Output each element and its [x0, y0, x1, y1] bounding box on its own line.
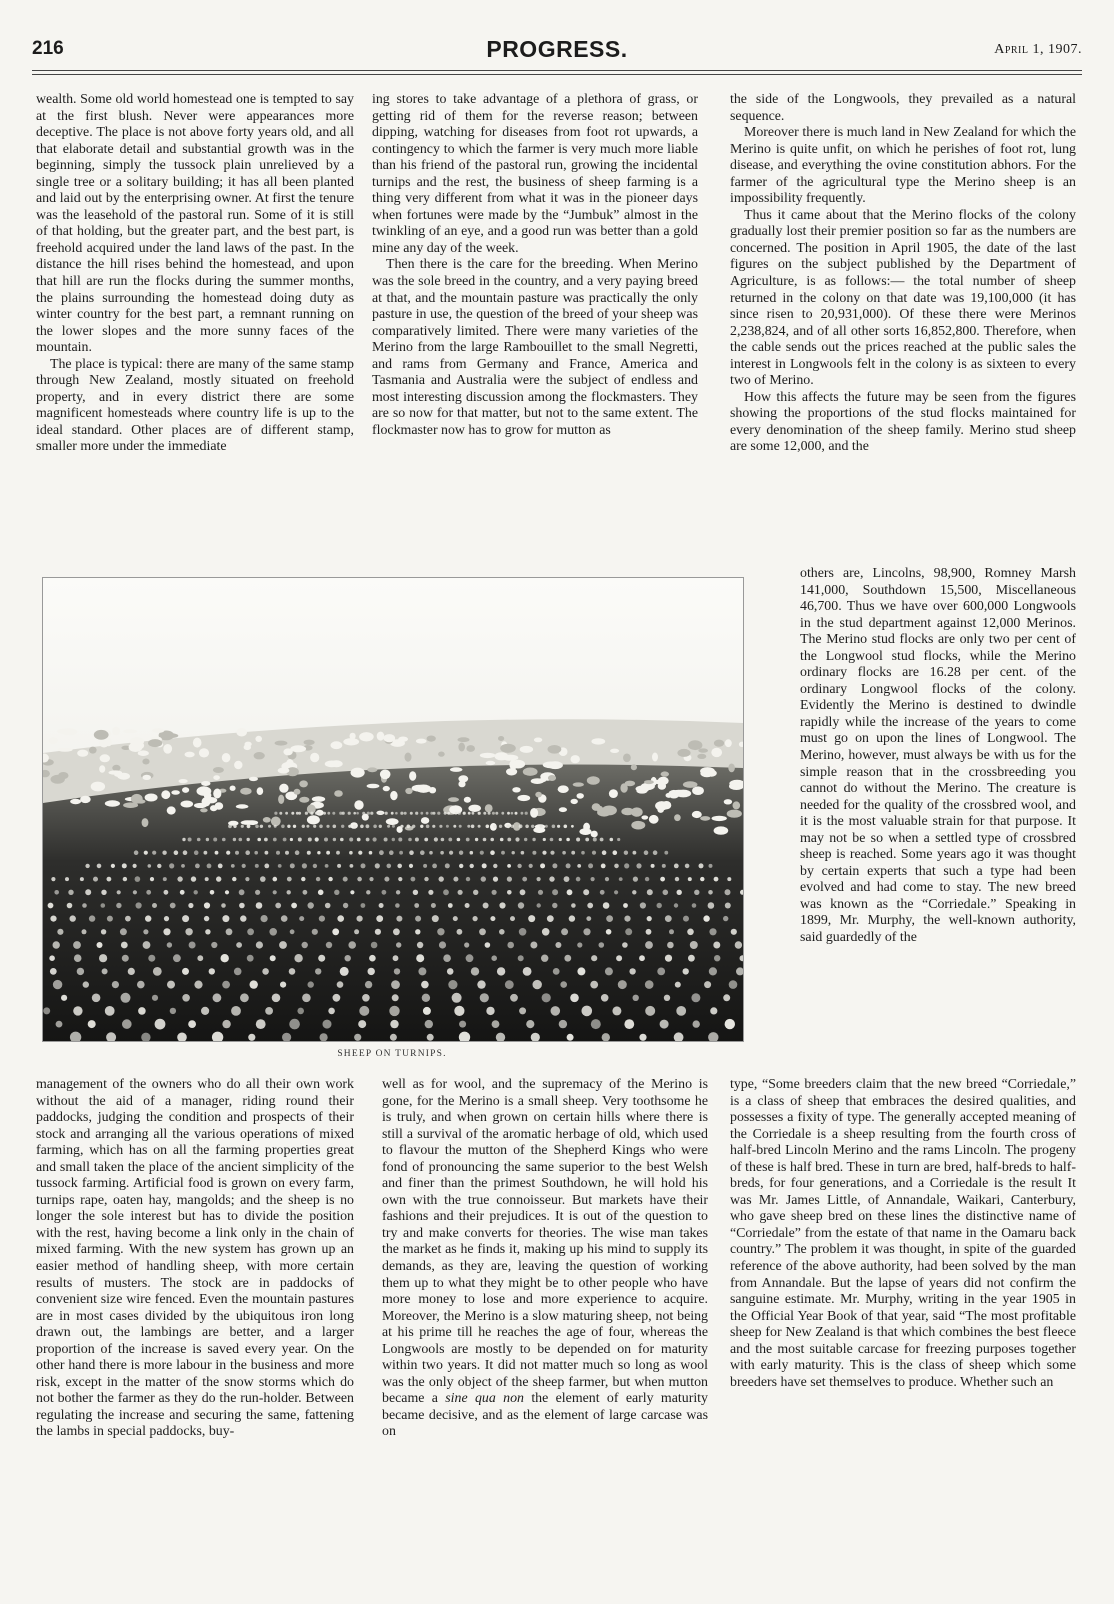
paragraph: Thus it came about that the Merino flocks of the colony gradually lost their premier position so far as the numbers are concerned. The position in April 1905, the date of the last figures on the subject published by the Department of Agriculture, is as follows:— the total number of sheep returned in the colony on that date was 19,100,000 (it has since risen to 20,931,000). Of these there were Merinos 2,238,824, and of all other sorts 16,852,800. Therefore, when the cable sends out the prices reached at the public sales the interest in Longwools felt in the colony is as sixteen to every two of Merino.: [730, 207, 1076, 389]
paragraph: type, “Some breeders claim that the new breed “Corriedale,” is a class of sheep that embraces the desired qualities, and possesses a fixity of type. The generally accepted meaning of the Corriedale is a sheep resulting from the fourth cross of half-bred Lincoln Merino and the rams Lincoln. The progeny of these is half bred. These in turn are bred, half-breds to half-breds, for four generations, and a Corriedale is the result It was Mr. James Little, of Annandale, Waikari, Canterbury, who gave sheep bred on these lines the distinctive name of “Corriedale” from the estate of that name in the Oamaru back country.” The problem it was thought, in spite of the guarded reference of the above authority, had been solved by the man from Annandale. But the lapse of years did not confirm the sanguine estimate. Mr. Murphy, writing in the year 1905 in the Official Year Book of that year, said “The most profitable sheep for New Zealand is that which combines the best fleece and the most suitable carcase for freezing purposes together with early maturity. This is the class of sheep which some breeders have set themselves to produce. Whether such an: [730, 1077, 1076, 1390]
column-top-middle: [372, 92, 698, 552]
paragraph: wealth. Some old world homestead one is tempted to say at the first blush. Never were appearances more deceptive. The place is not above forty years old, and all that elaborate detail and substantial growth was in the beginning, simply the tussock plain unrelieved by a single tree or a solitary building; it has all been planted and laid out by the enterprising owner. At first the tenure was the leasehold of the pastoral run. Some of it is still of that holding, but the greater part, and the best part, is freehold acquired under the land laws of the past. In the distance the hill rises behind the homestead, and upon that hill are run the flocks during the summer months, the plains surrounding the homestead doing duty as winter country for the best part, a remnant running on the lower slopes and the more sunny faces of the mountain.: [36, 92, 354, 356]
column-top-right: [730, 92, 1076, 567]
paragraph-text: the element of early maturity became decisive, and as the element of large carcase was on: [382, 1391, 708, 1440]
column-bottom-left: [36, 1077, 354, 1567]
paragraph: management of the owners who do all their own work without the aid of a manager, riding round their paddocks, judging the condition and prospects of their stock and arranging all the various operations of mixed farming, which has on all the farming properties great and small taken the place of the ancient simplicity of the tussock farming. Artificial food is grown on every farm, turnips rape, oaten hay, mangolds; and the sheep is no longer the sole interest but has to divide the position with the rest, having become a link only in the chain of mixed farming. With the new system has grown up an easier method of handling sheep, with more certain results of musters. The stock are in paddocks of convenient size wire fenced. Even the mountain pastures are in most cases divided by the ubiquitous iron long drawn out, the lambings are better, and a larger proportion of the increase is saved every year. On the other hand there is more labour in the business and more risk, except in the matter of the snow storms which do not bother the farmer as they do the run-holder. Between regulating the increase and securing the same, fattening the lambs in special paddocks, buy-: [36, 1077, 354, 1440]
paragraph: How this affects the future may be seen from the figures showing the proportions of the stud flocks maintained for every denomination of the sheep family. Merino stud sheep are some 12,000, and the: [730, 389, 1076, 455]
sheep-field-photo: [42, 577, 744, 1042]
page-header: [32, 36, 1082, 66]
paragraph: others are, Lincolns, 98,900, Romney Marsh 141,000, Southdown 15,500, Miscellaneous 46,700. Thus we have over 600,000 Longwools in the stud department against 12,000 Merinos. The Merino stud flocks are only two per cent of the Longwool stud flocks, while the Merino ordinary flocks are 16.28 per cent. of the ordinary Longwool flocks of the colony. Evidently the Merino is destined to dwindle rapidly while the increase of the years to come must go on upon the lines of Longwool. The Merino, however, must always be with us for the simple reason that in the crossbreeding you cannot do without the Merino. The creature is needed for the quality of the crossbred wool, and it is the most valuable strain for that purpose. It may not be so when a settled type of crossbred sheep is reached. Some years ago it was thought by certain experts that such a type had been evolved and had come to stay. The new breed was known as the “Corriedale.” Speaking in 1899, Mr. Murphy, the well-known authority, said guardedly of the: [800, 566, 1076, 946]
paragraph: [382, 1077, 708, 1441]
column-bottom-right: [730, 1077, 1076, 1567]
page-number: 216: [32, 38, 64, 59]
header-rule: [32, 70, 1082, 71]
photo-illustration: [43, 578, 743, 1041]
column-top-left: [36, 92, 354, 552]
column-right-narrow: [800, 566, 1076, 1096]
header-rule-lower: [32, 74, 1082, 75]
paragraph-text: well as for wool, and the supremacy of the Merino is gone, for the Merino is a small sheep. Very toothsome he is truly, and when grown on certain hills where there is still a survival of the aromatic herbage of old, which used to flavour the mutton of the Shepherd Kings who were fond of pronouncing the same superior to the best Welsh and finer than the primest Southdown, he will hold his own with the true connoisseur. But markets have their fashions and their prejudices. It is out of the question to try and make converts for theories. The wise man takes the market as he finds it, making up his mind to supply its demands, as they are, leaving the question of working them up to what they might be to other people who have more money to lose and more experience to acquire. Moreover, the Merino is a slow maturing sheep, not being at his prime till he reaches the age of four, whereas the Longwools are mostly to be depended on for maturity within two years. It did not matter much so long as wool was the only object of the sheep farmer, but when mutton became a: [382, 1077, 708, 1407]
paragraph: Moreover there is much land in New Zealand for which the Merino is quite unfit, on which he perishes of foot rot, lung disease, and everything the ovine constitution abhors. For the farmer of the agricultural type the Merino sheep is an impossibility frequently.: [730, 125, 1076, 207]
paragraph: Then there is the care for the breeding. When Merino was the sole breed in the country, and a very paying breed at that, and the mountain pasture was practically the only pasture in use, the question of the breed of your sheep was comparatively limited. There were many varieties of the Merino from the large Rambouillet to the small Negretti, and rams from Germany and France, America and Tasmania and Australia were the subject of endless and most interesting discussion among the flockmasters. They are so now for that matter, but not to the same extent. The flockmaster now has to grow for mutton as: [372, 257, 698, 438]
paragraph: the side of the Longwools, they prevailed as a natural sequence.: [730, 92, 1076, 124]
latin-phrase: sine qua non: [445, 1391, 524, 1407]
column-bottom-middle: [382, 1077, 708, 1567]
paragraph: The place is typical: there are many of the same stamp through New Zealand, mostly situated on freehold property, and in every district there are some magnificent homesteads where country life is up to the ideal standard. Other places are of different stamp, smaller more under the immediate: [36, 356, 354, 455]
photo-caption: SHEEP ON TURNIPS.: [337, 1049, 447, 1059]
page-title: PROGRESS.: [486, 36, 628, 62]
issue-date: April 1, 1907.: [994, 42, 1082, 57]
paragraph: ing stores to take advantage of a plethora of grass, or getting rid of them for the reverse reason; between dipping, watching for diseases from foot rot upwards, a contingency to which the farmer is very much more liable than his friend of the pastoral run, growing the incidental turnips and the rest, the business of sheep farming is a thing very different from what it was in the pioneer days when fortunes were made by the “Jumbuk” almost in the twinkling of an eye, and a good run was better than a gold mine any day of the week.: [372, 92, 698, 256]
